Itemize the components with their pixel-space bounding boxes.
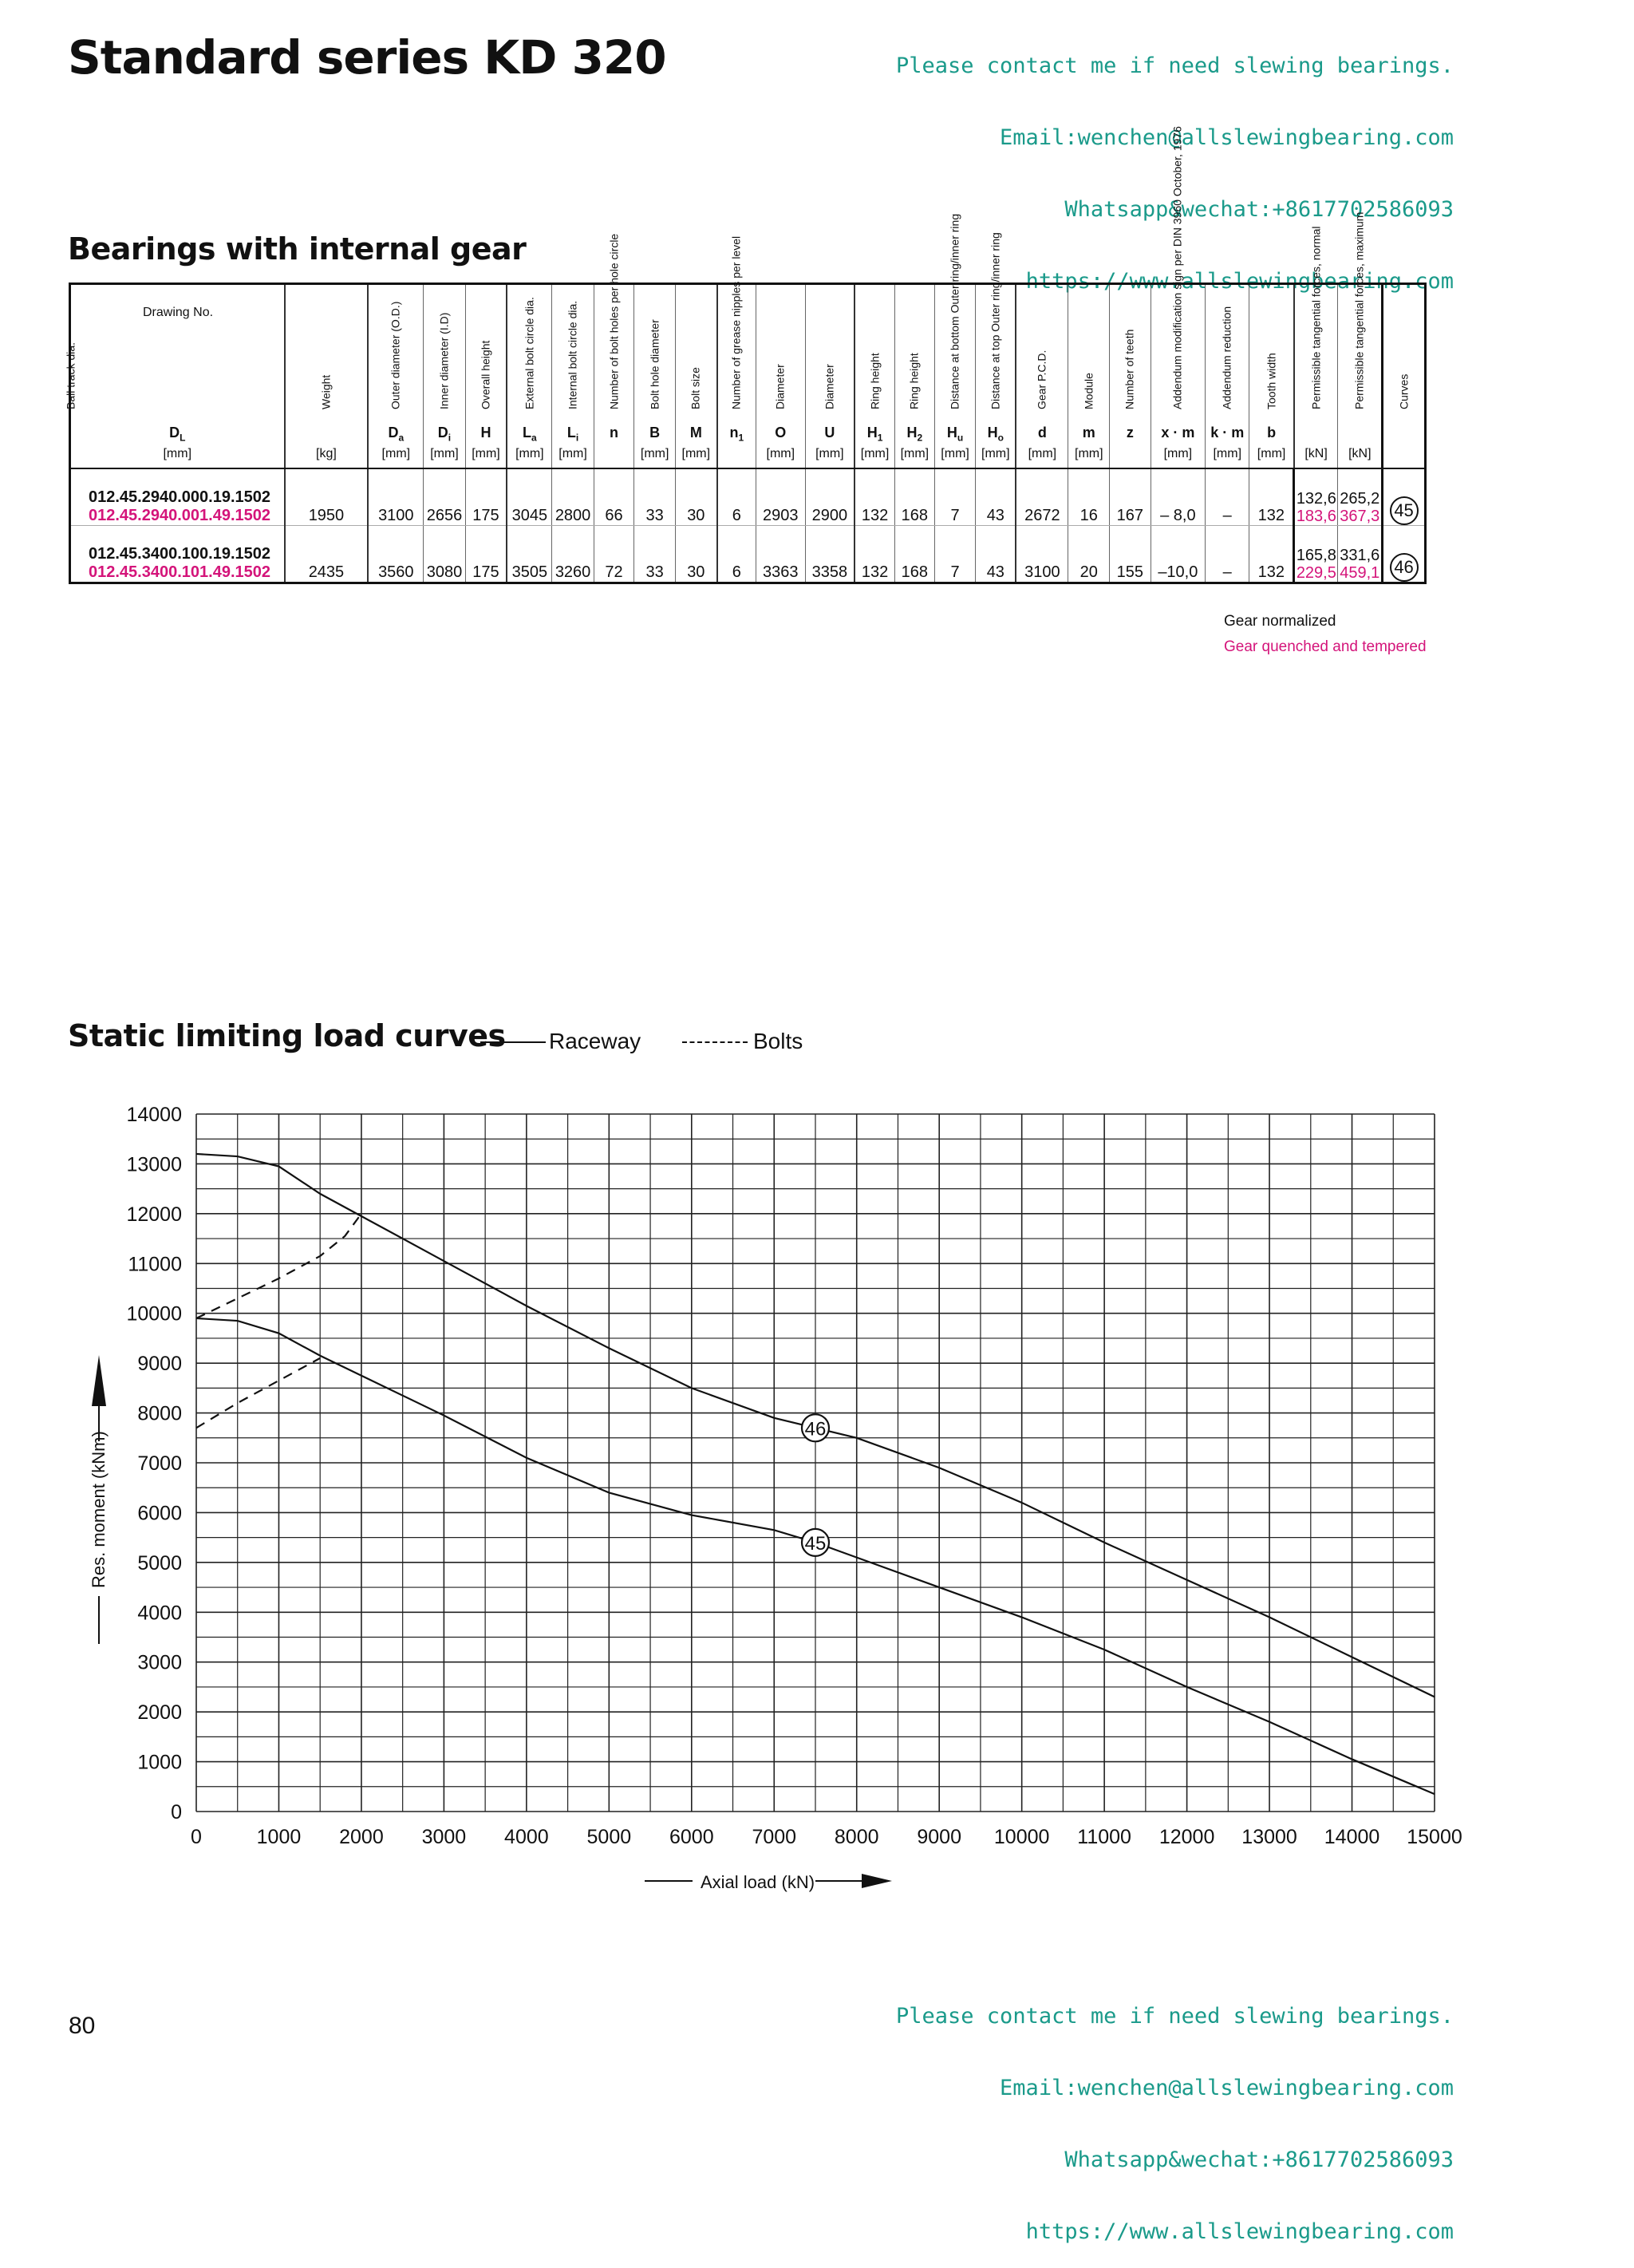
col-symbol: M [689, 425, 702, 441]
table-cell: 72 [594, 526, 634, 583]
col-label: Distance at top Outer ring/inner ring [989, 232, 1002, 409]
table-cell: 3358 [805, 526, 854, 583]
col-symbol: $L_i$ [566, 425, 579, 444]
y-tick-label: 6000 [137, 1502, 182, 1525]
col-symbol: n [610, 425, 619, 441]
col-unit: [mm] [640, 447, 669, 460]
table-cell: 2903 [756, 468, 806, 526]
col-symbol: H [480, 425, 491, 441]
section-title-gear: Bearings with internal gear [68, 231, 527, 267]
col-label: Ring height [907, 353, 921, 409]
table-cell: –10,0 [1151, 526, 1205, 583]
table-cell: 132 [1249, 468, 1294, 526]
curve-badge: 45 [1390, 496, 1419, 525]
table-cell: 132 [854, 468, 894, 526]
table-cell-force-normal: 132,6 183,6 [1294, 468, 1338, 526]
col-label: Distance at bottom Outer ring/inner ring [948, 213, 961, 409]
col-symbol: $D_L$ [169, 425, 186, 444]
table-cell: 167 [1110, 468, 1151, 526]
table-cell: – [1206, 468, 1249, 526]
page-title: Standard series KD 320 [68, 30, 666, 85]
y-tick-label: 7000 [137, 1452, 182, 1475]
table-cell: 43 [976, 526, 1016, 583]
col-label: Diameter [823, 364, 836, 409]
watermark-line: Email:wenchen@allslewingbearing.com [1000, 125, 1454, 150]
col-unit: [kN] [1304, 447, 1328, 460]
col-label: Outer diameter (O.D.) [389, 301, 402, 409]
watermark-line: Whatsapp&wechat:+8617702586093 [1064, 2147, 1454, 2172]
col-unit: [mm] [941, 447, 969, 460]
table-cell: 3100 [1016, 526, 1068, 583]
y-tick-label: 14000 [126, 1104, 182, 1126]
y-tick-label: 12000 [126, 1203, 182, 1226]
col-symbol: U [824, 425, 835, 441]
col-unit: [mm] [681, 447, 711, 460]
col-unit: [kN] [1348, 447, 1372, 460]
y-tick-label: 1000 [137, 1751, 182, 1774]
x-tick-label: 14000 [1324, 1826, 1380, 1848]
y-axis-label: Res. moment (kNm) [89, 1431, 109, 1588]
col-label: Number of teeth [1123, 329, 1136, 409]
table-cell: 2800 [552, 468, 594, 526]
col-label: Diameter [773, 364, 787, 409]
col-unit: [mm] [860, 447, 890, 460]
table-cell: 43 [976, 468, 1016, 526]
table-cell: 7 [934, 468, 976, 526]
drawing-number: 012.45.3400.100.19.1502 012.45.3400.101.49.1502 [89, 545, 270, 581]
col-unit: [mm] [1257, 447, 1286, 460]
y-tick-label: 8000 [137, 1402, 182, 1425]
col-unit: [mm] [766, 447, 795, 460]
table-cell: 132 [1249, 526, 1294, 583]
col-unit: [mm] [472, 447, 500, 460]
section-title-curves: Static limiting load curves [68, 1018, 506, 1053]
page-number: 80 [69, 2013, 96, 2039]
note-quenched: Gear quenched and tempered [1224, 638, 1427, 655]
col-unit: [mm] [381, 447, 411, 460]
col-unit: [mm] [981, 447, 1010, 460]
curve-label: 46 [804, 1418, 827, 1440]
col-label: Bolt hole diameter [648, 319, 661, 409]
curve-badge: 46 [1390, 553, 1419, 582]
y-tick-label: 2000 [137, 1701, 182, 1725]
watermark-line: Please contact me if need slewing bearings. [896, 53, 1454, 78]
col-label: Addendum modification sign per DIN 3960 October, 1976 [1170, 126, 1184, 409]
table-cell: 30 [675, 526, 716, 583]
col-label: Number of bolt holes per hole circle [607, 233, 621, 409]
col-label: Overall height [479, 340, 492, 409]
table-cell-force-max: 265,2 367,3 [1338, 468, 1383, 526]
col-symbol: B [649, 425, 661, 441]
table-cell: 30 [675, 468, 716, 526]
x-tick-label: 13000 [1241, 1826, 1297, 1848]
table-cell: 175 [465, 468, 507, 526]
x-tick-label: 3000 [421, 1826, 467, 1848]
col-label: Permissible tangential forces, normal [1309, 226, 1323, 409]
col-unit: [mm] [515, 447, 544, 460]
table-cell: 3045 [507, 468, 552, 526]
table-cell: 33 [634, 468, 676, 526]
table-cell: 1950 [285, 468, 369, 526]
x-tick-label: 5000 [586, 1826, 632, 1848]
table-cell: – 8,0 [1151, 468, 1205, 526]
table-cell-force-normal: 165,8 229,5 [1294, 526, 1338, 583]
table-cell: 3560 [368, 526, 423, 583]
col-symbol: $H_2$ [906, 425, 923, 444]
col-label: Internal bolt circle dia. [566, 300, 579, 409]
table-cell: 3260 [552, 526, 594, 583]
col-symbol: $D_a$ [388, 425, 405, 444]
table-cell: 168 [894, 526, 934, 583]
col-symbol: $H_u$ [946, 425, 964, 444]
table-cell: – [1206, 526, 1249, 583]
table-cell: 175 [465, 526, 507, 583]
col-unit: [mm] [430, 447, 459, 460]
drawing-number: 012.45.2940.000.19.1502 012.45.2940.001.49.1502 [70, 468, 285, 526]
col-unit: [mm] [900, 447, 929, 460]
x-tick-label: 7000 [752, 1826, 797, 1848]
y-tick-label: 5000 [137, 1551, 182, 1575]
col-unit: [mm] [1163, 447, 1193, 460]
x-tick-label: 1000 [256, 1826, 302, 1848]
x-tick-label: 2000 [339, 1826, 384, 1848]
watermark-line: https://www.allslewingbearing.com [1025, 2219, 1454, 2244]
col-unit: [mm] [815, 447, 844, 460]
col-label: Addendum reduction [1220, 306, 1233, 409]
col-label: External bolt circle dia. [523, 297, 536, 409]
x-tick-label: 11000 [1077, 1826, 1131, 1848]
col-label: Bolt size [689, 367, 702, 409]
col-unit: [mm] [163, 447, 192, 460]
x-tick-label: 12000 [1158, 1826, 1215, 1848]
col-label: Curves [1397, 373, 1411, 409]
col-symbol: $n_1$ [729, 425, 744, 444]
table-cell: 33 [634, 526, 676, 583]
col-unit: [mm] [1213, 447, 1242, 460]
table-cell: 2656 [424, 468, 465, 526]
watermark-line: Whatsapp&wechat:+8617702586093 [1064, 197, 1454, 222]
col-symbol: d [1037, 425, 1047, 441]
table-cell: 2900 [805, 468, 854, 526]
table-cell: 16 [1068, 468, 1110, 526]
col-unit: [mm] [1028, 447, 1057, 460]
x-axis-label: Axial load (kN) [701, 1872, 815, 1892]
col-label: Inner diameter (I.D) [437, 312, 451, 409]
col-symbol: b [1267, 425, 1277, 441]
note-normalized: Gear normalized [1224, 613, 1336, 630]
table-cell: 3080 [424, 526, 465, 583]
curve-label: 45 [804, 1532, 827, 1555]
table-cell: 20 [1068, 526, 1110, 583]
y-axis-arrow [92, 1355, 106, 1406]
col-symbol: k · m [1210, 425, 1245, 441]
col-label: Ring height [868, 353, 882, 409]
table-cell-force-max: 331,6 459,1 [1338, 526, 1383, 583]
col-symbol: $L_a$ [523, 425, 537, 444]
x-tick-label: 9000 [917, 1826, 962, 1848]
x-tick-label: 10000 [993, 1826, 1050, 1848]
y-tick-label: 11000 [128, 1253, 182, 1276]
col-symbol: x · m [1161, 425, 1195, 441]
y-tick-label: 9000 [137, 1353, 182, 1376]
table-cell: 168 [894, 468, 934, 526]
col-label: Weight [319, 374, 333, 409]
table-cell: 3100 [368, 468, 423, 526]
legend-raceway-label: Raceway [549, 1029, 641, 1053]
col-unit: [kg] [316, 447, 337, 460]
table-cell: 3505 [507, 526, 552, 583]
col-label: Ball track dia. [64, 342, 77, 409]
watermark-line: Email:wenchen@allslewingbearing.com [1000, 2076, 1454, 2100]
y-tick-label: 13000 [126, 1153, 182, 1176]
y-tick-label: 10000 [126, 1302, 182, 1326]
col-unit: [mm] [1075, 447, 1103, 460]
x-axis-arrow [862, 1874, 892, 1888]
legend-bolts-label: Bolts [753, 1029, 803, 1053]
col-symbol: O [775, 425, 787, 441]
watermark-line: https://www.allslewingbearing.com [1025, 269, 1454, 294]
col-label: Tooth width [1265, 353, 1278, 409]
x-tick-label: 0 [191, 1826, 202, 1848]
table-cell: 3363 [756, 526, 806, 583]
col-label: Gear P.C.D. [1035, 350, 1048, 409]
y-tick-label: 0 [171, 1801, 182, 1823]
table-cell: 2435 [285, 526, 369, 583]
col-symbol: $H_1$ [866, 425, 883, 444]
col-label: Permissible tangential forces, maximum [1352, 211, 1366, 409]
col-symbol: $D_i$ [437, 425, 452, 444]
x-tick-label: 6000 [669, 1826, 714, 1848]
table-cell: 66 [594, 468, 634, 526]
table-cell: 2672 [1016, 468, 1068, 526]
table-cell: 155 [1110, 526, 1151, 583]
col-label: Number of grease nipples per level [729, 235, 743, 409]
table-cell: 7 [934, 526, 976, 583]
col-symbol: z [1126, 425, 1134, 441]
col-symbol: $H_o$ [987, 425, 1004, 444]
col-symbol: m [1082, 425, 1095, 441]
curve-45-dashed [196, 1358, 320, 1428]
col-label: Drawing No. [143, 306, 214, 319]
watermark-line: Please contact me if need slewing bearings. [896, 2004, 1454, 2029]
y-tick-label: 3000 [137, 1651, 182, 1674]
x-tick-label: 4000 [504, 1826, 549, 1848]
col-label: Module [1082, 373, 1095, 409]
col-unit: [mm] [558, 447, 587, 460]
table-cell: 6 [717, 526, 756, 583]
x-tick-label: 8000 [834, 1826, 879, 1848]
x-tick-label: 15000 [1407, 1826, 1462, 1848]
table-cell: 132 [854, 526, 894, 583]
table-cell: 6 [717, 468, 756, 526]
y-tick-label: 4000 [137, 1602, 182, 1625]
